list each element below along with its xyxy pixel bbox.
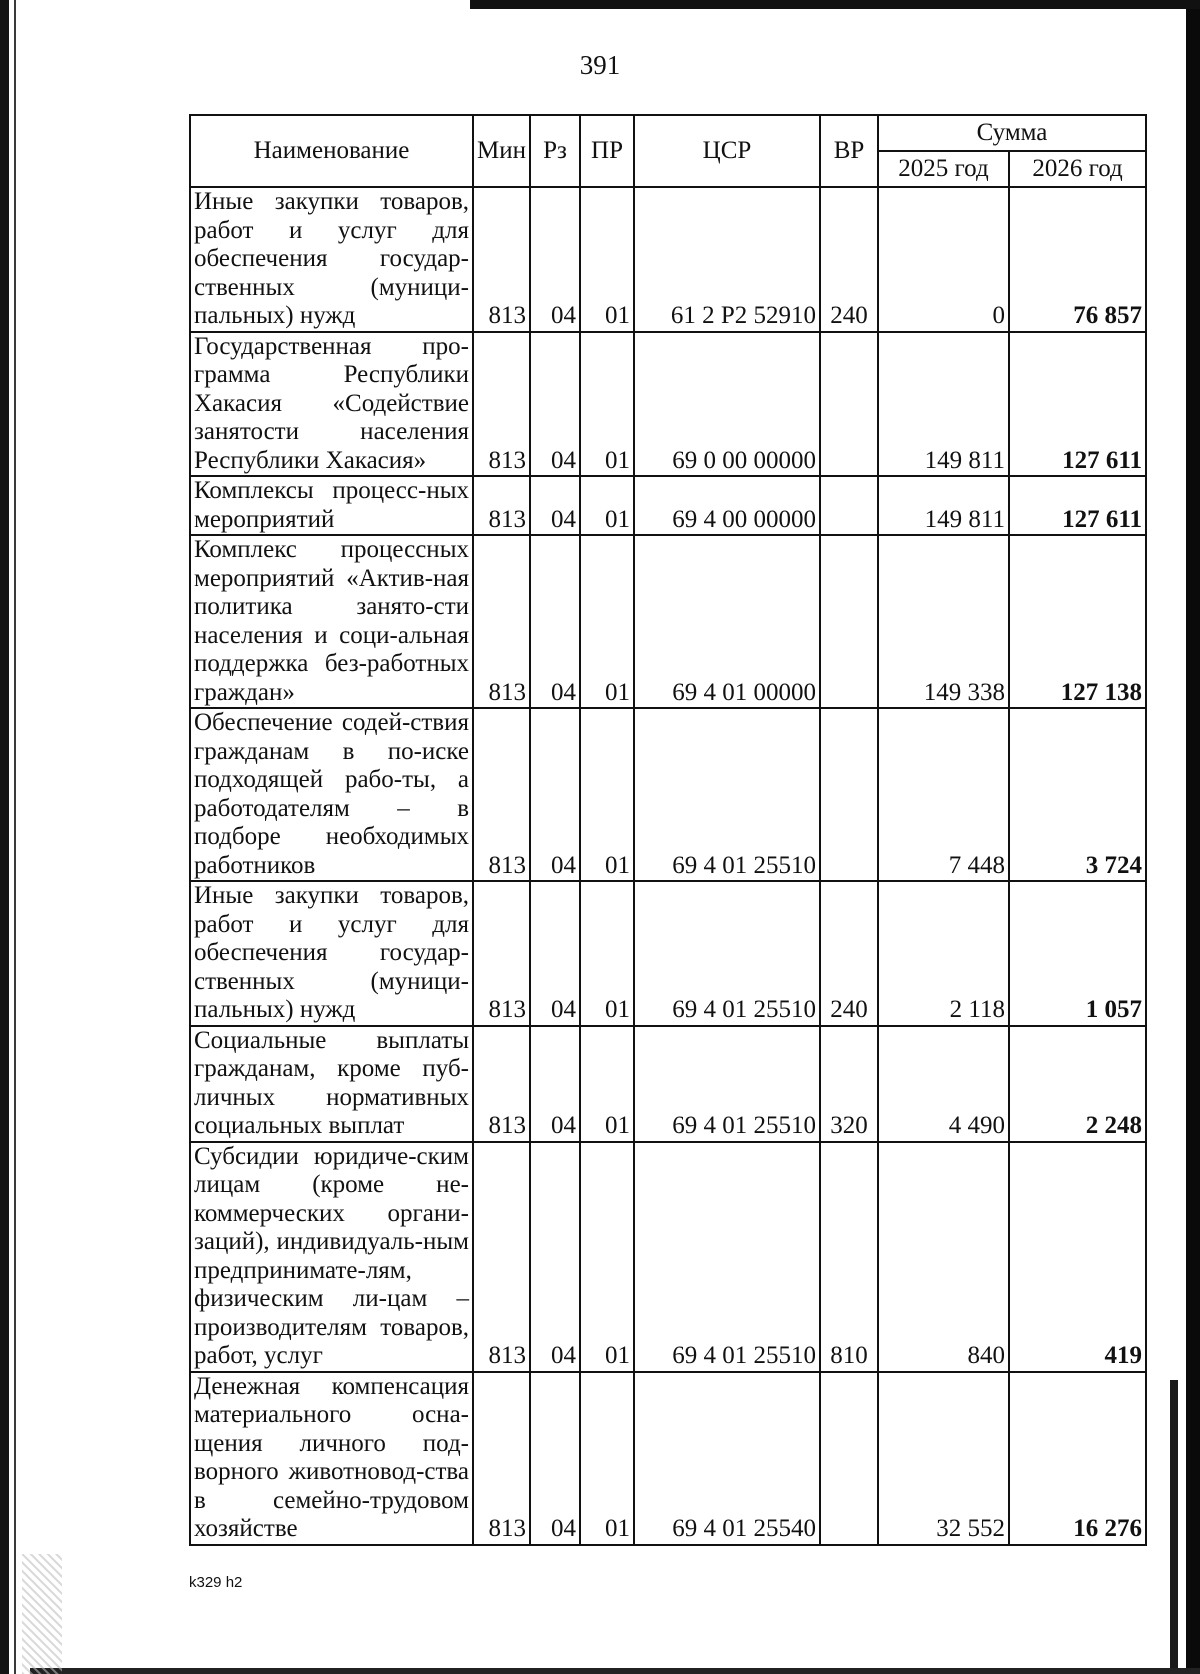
header-2026: 2026 год [1009,151,1146,187]
cell-2025: 7 448 [878,708,1009,881]
cell-pr: 01 [580,1026,634,1142]
cell-csr: 69 0 00 00000 [634,332,820,477]
table-row [190,1372,1146,1545]
header-sum: Сумма [878,115,1146,151]
cell-vr [820,535,878,708]
cell-min: 813 [473,187,530,332]
table-row [190,332,1146,477]
cell-min: 813 [473,332,530,477]
cell-vr [820,708,878,881]
cell-vr [820,476,878,535]
cell-2025: 2 118 [878,881,1009,1026]
cell-vr: 320 [820,1026,878,1142]
cell-name: Комплекс процессных мероприятий «Актив-ная политика занято-сти населения и соци-альная поддержка без-работных граждан» [190,535,473,708]
cell-name: Иные закупки товаров, работ и услуг для обеспечения государ-ственных (муници-пальных) нужд [190,881,473,1026]
cell-csr: 69 4 00 00000 [634,476,820,535]
cell-csr: 69 4 01 00000 [634,535,820,708]
cell-min: 813 [473,1026,530,1142]
cell-name: Государственная про-грамма Республики Хакасия «Содействие занятости населения Республики Хакасия» [190,332,473,477]
cell-2026: 76 857 [1009,187,1146,332]
cell-rz: 04 [530,1026,580,1142]
cell-vr: 240 [820,187,878,332]
cell-csr: 61 2 Р2 52910 [634,187,820,332]
cell-name: Комплексы процесс-ных мероприятий [190,476,473,535]
scan-mark-right [1170,1380,1178,1674]
cell-name: Социальные выплаты гражданам, кроме пуб-личных нормативных социальных выплат [190,1026,473,1142]
table-row [190,535,1146,708]
header-pr: ПР [580,115,634,187]
scan-edge-bottom [30,1668,1200,1674]
scan-edge-left [0,0,9,1674]
cell-csr: 69 4 01 25510 [634,881,820,1026]
cell-2026: 127 611 [1009,332,1146,477]
budget-table [189,114,1147,1546]
header-min: Мин [473,115,530,187]
cell-csr: 69 4 01 25540 [634,1372,820,1545]
cell-2025: 4 490 [878,1026,1009,1142]
cell-csr: 69 4 01 25510 [634,1026,820,1142]
cell-pr: 01 [580,881,634,1026]
cell-2025: 840 [878,1142,1009,1372]
cell-pr: 01 [580,1372,634,1545]
cell-rz: 04 [530,881,580,1026]
cell-name: Субсидии юридиче-ским лицам (кроме не-коммерческих органи-заций), индивидуаль-ным предпринимате-лям, физическим ли-цам – производителям товаров, работ, услуг [190,1142,473,1372]
table-row [190,187,1146,332]
cell-pr: 01 [580,1142,634,1372]
table-row [190,881,1146,1026]
cell-vr [820,1372,878,1545]
scan-noise [22,1554,62,1674]
cell-2026: 127 611 [1009,476,1146,535]
cell-2026: 16 276 [1009,1372,1146,1545]
cell-pr: 01 [580,332,634,477]
table-row [190,1026,1146,1142]
cell-min: 813 [473,1142,530,1372]
page-number: 391 [579,50,621,80]
scan-line-left [14,0,16,1674]
cell-vr: 810 [820,1142,878,1372]
cell-csr: 69 4 01 25510 [634,708,820,881]
cell-2025: 149 811 [878,332,1009,477]
cell-2025: 32 552 [878,1372,1009,1545]
cell-pr: 01 [580,708,634,881]
cell-min: 813 [473,708,530,881]
cell-pr: 01 [580,535,634,708]
table-row [190,1142,1146,1372]
cell-2025: 0 [878,187,1009,332]
cell-vr: 240 [820,881,878,1026]
cell-name: Обеспечение содей-ствия гражданам в по-иске подходящей рабо-ты, а работодателям – в подборе необходимых работников [190,708,473,881]
cell-min: 813 [473,881,530,1026]
cell-name: Денежная компенсация материального осна-щения личного под-ворного животновод-ства в семейно-трудовом хозяйстве [190,1372,473,1545]
table-header [190,115,1146,187]
cell-2026: 127 138 [1009,535,1146,708]
header-name: Наименование [190,115,473,187]
cell-2026: 3 724 [1009,708,1146,881]
table-row [190,708,1146,881]
header-rz: Рз [530,115,580,187]
cell-pr: 01 [580,476,634,535]
cell-pr: 01 [580,187,634,332]
table-body [190,187,1146,1545]
cell-rz: 04 [530,476,580,535]
cell-rz: 04 [530,708,580,881]
cell-2025: 149 811 [878,476,1009,535]
cell-2026: 2 248 [1009,1026,1146,1142]
cell-2025: 149 338 [878,535,1009,708]
cell-rz: 04 [530,187,580,332]
cell-min: 813 [473,476,530,535]
table-row [190,476,1146,535]
cell-csr: 69 4 01 25510 [634,1142,820,1372]
cell-rz: 04 [530,535,580,708]
footer-code: k329 h2 [189,1574,243,1591]
cell-rz: 04 [530,1372,580,1545]
cell-vr [820,332,878,477]
header-vr: ВР [820,115,878,187]
cell-2026: 419 [1009,1142,1146,1372]
cell-rz: 04 [530,1142,580,1372]
cell-min: 813 [473,535,530,708]
cell-name: Иные закупки товаров, работ и услуг для обеспечения государ-ственных (муници-пальных) нужд [190,187,473,332]
cell-2026: 1 057 [1009,881,1146,1026]
header-2025: 2025 год [878,151,1009,187]
header-csr: ЦСР [634,115,820,187]
scan-edge-top [470,0,1200,9]
cell-rz: 04 [530,332,580,477]
cell-min: 813 [473,1372,530,1545]
scan-edge-right [1186,0,1200,1674]
